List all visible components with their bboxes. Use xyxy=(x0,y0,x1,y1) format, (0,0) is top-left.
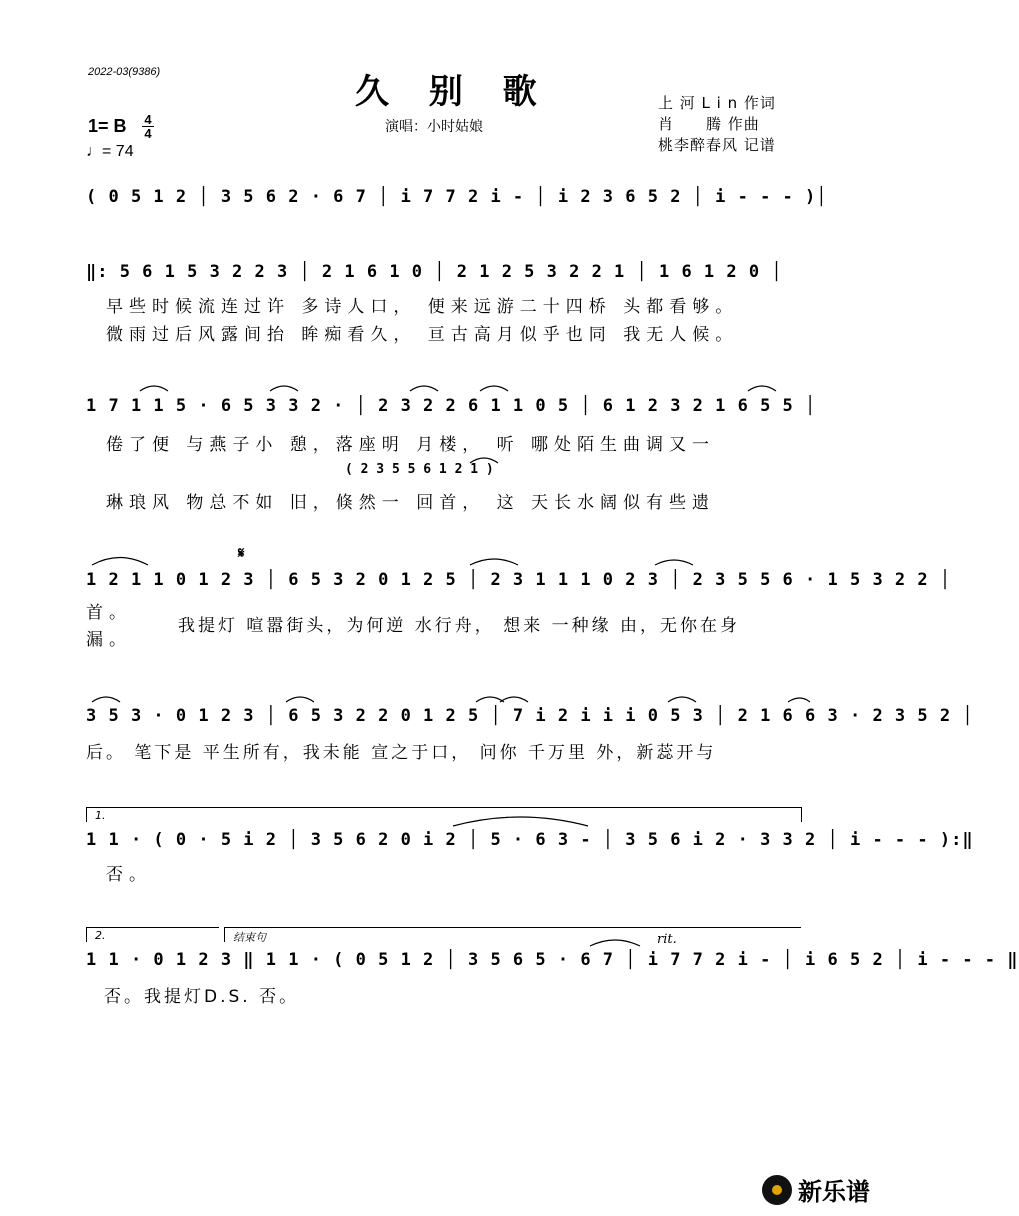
ritardando-marking: rit. xyxy=(657,932,677,947)
segno-sign: 𝄋 xyxy=(238,544,245,562)
lyricist-credit: 上 河 L i n 作词 xyxy=(658,94,776,112)
singer-credit: 演唱：小时姑娘 xyxy=(385,119,483,135)
song-title: 久 别 歌 xyxy=(355,72,551,112)
slur-3 xyxy=(410,386,438,391)
transcriber-credit: 桃李醉春风 记谱 xyxy=(658,136,776,154)
notation-line-second-ending: 1 1 · 0 1 2 3 ‖ 1 1 · ( 0 5 1 2 │ 3 5 6 5 · 6 7 │ i 7 7 2 i - │ i 6 5 2 │ i - - - ‖ xyxy=(86,950,1019,970)
first-ending-label: 1. xyxy=(95,809,106,822)
coda-bracket xyxy=(224,927,801,942)
slur-2 xyxy=(270,386,298,391)
site-logo xyxy=(762,1172,870,1207)
slur-6 xyxy=(92,558,148,566)
slur-13 xyxy=(668,697,696,702)
coda-label: 结束句 xyxy=(233,931,266,944)
grace-note-group: ( 2 3 5 5 6 1 2 1 ) xyxy=(345,462,494,477)
composer-credit: 肖 腾 作曲 xyxy=(658,115,760,133)
notation-line-chorus-b: 3 5 3 · 0 1 2 3 │ 6 5 3 2 2 0 1 2 5 │ 7 i 2 i i i 0 5 3 │ 2 1 6 6 3 · 2 3 5 2 │ xyxy=(86,706,974,726)
lyric-verse1-line1: 早些时候流连过许 多诗人口， 便来远游二十四桥 头都看够。 xyxy=(106,297,739,317)
slur-5 xyxy=(748,386,776,391)
lyric-verse2-line1: 微雨过后风露间抬 眸痴看久， 亘古高月似乎也同 我无人候。 xyxy=(106,325,739,345)
key-signature: 1= B xyxy=(88,116,127,136)
second-ending-bracket xyxy=(86,927,219,942)
lyric-second-ending: 否。我提灯D.S. 否。 xyxy=(104,987,300,1007)
notation-line-chorus-a: 1 2 1 1 0 1 2 3 │ 6 5 3 2 0 1 2 5 │ 2 3 1 1 1 0 2 3 │ 2 3 5 5 6 · 1 5 3 2 2 │ xyxy=(86,570,952,590)
slur-10 xyxy=(286,697,314,702)
first-ending-bracket xyxy=(86,807,802,822)
lyric-first-ending: 否。 xyxy=(106,865,152,885)
slur-7 xyxy=(470,559,518,565)
time-signature-top: 4 xyxy=(144,112,152,127)
time-signature-bottom: 4 xyxy=(144,126,152,141)
notation-line-verse-a: ‖: 5 6 1 5 3 2 2 3 │ 2 1 6 1 0 │ 2 1 2 5 3 2 2 1 │ 1 6 1 2 0 │ xyxy=(86,262,783,282)
notation-line-intro: ( 0 5 1 2 │ 3 5 6 2 · 6 7 │ i 7 7 2 i - │ i 2 3 6 5 2 │ i - - - )│ xyxy=(86,187,828,207)
second-ending-label: 2. xyxy=(95,929,106,942)
slur-4 xyxy=(480,386,508,391)
lyric-chorus-end-1: 首。 xyxy=(86,603,132,623)
slur-9 xyxy=(92,697,120,702)
score-serial-number: 2022-03(9386) xyxy=(88,66,161,78)
lyric-chorus-line1: 我提灯 喧嚣街头，为何逆 水行舟， 想来 一种缘 由，无你在身 xyxy=(178,616,741,636)
logo-text: 新乐谱 xyxy=(798,1178,870,1206)
lyric-chorus-line2: 后。 笔下是 平生所有，我未能 宣之于口， 问你 千万里 外，新蕊开与 xyxy=(86,743,717,763)
lyric-verse1-line2: 倦了便 与燕子小 憩，落座明 月楼， 听 哪处陌生曲调又一 xyxy=(106,435,716,455)
notation-line-first-ending: 1 1 · ( 0 · 5 i 2 │ 3 5 6 2 0 i 2 │ 5 · 6 3 - │ 3 5 6 i 2 · 3 3 2 │ i - - - ):‖ xyxy=(86,830,974,850)
slur-8 xyxy=(655,560,693,565)
time-signature xyxy=(142,113,154,140)
lyric-chorus-end-2: 漏。 xyxy=(86,630,132,650)
notation-line-verse-b: 1 7 1 1 5 · 6 5 3 3 2 · │ 2 3 2 2 6 1 1 0 5 │ 6 1 2 3 2 1 6 5 5 │ xyxy=(86,396,817,416)
tempo-marking: ♩= 74 xyxy=(86,143,134,160)
slur-14 xyxy=(788,698,810,702)
slur-12 xyxy=(500,697,528,702)
record-disc-icon xyxy=(762,1175,792,1205)
slur-11 xyxy=(476,697,504,702)
lyric-verse2-line2: 琳琅风 物总不如 旧，倏然一 回首， 这 天长水阔似有些遗 xyxy=(106,493,716,513)
slur-1 xyxy=(140,386,168,391)
